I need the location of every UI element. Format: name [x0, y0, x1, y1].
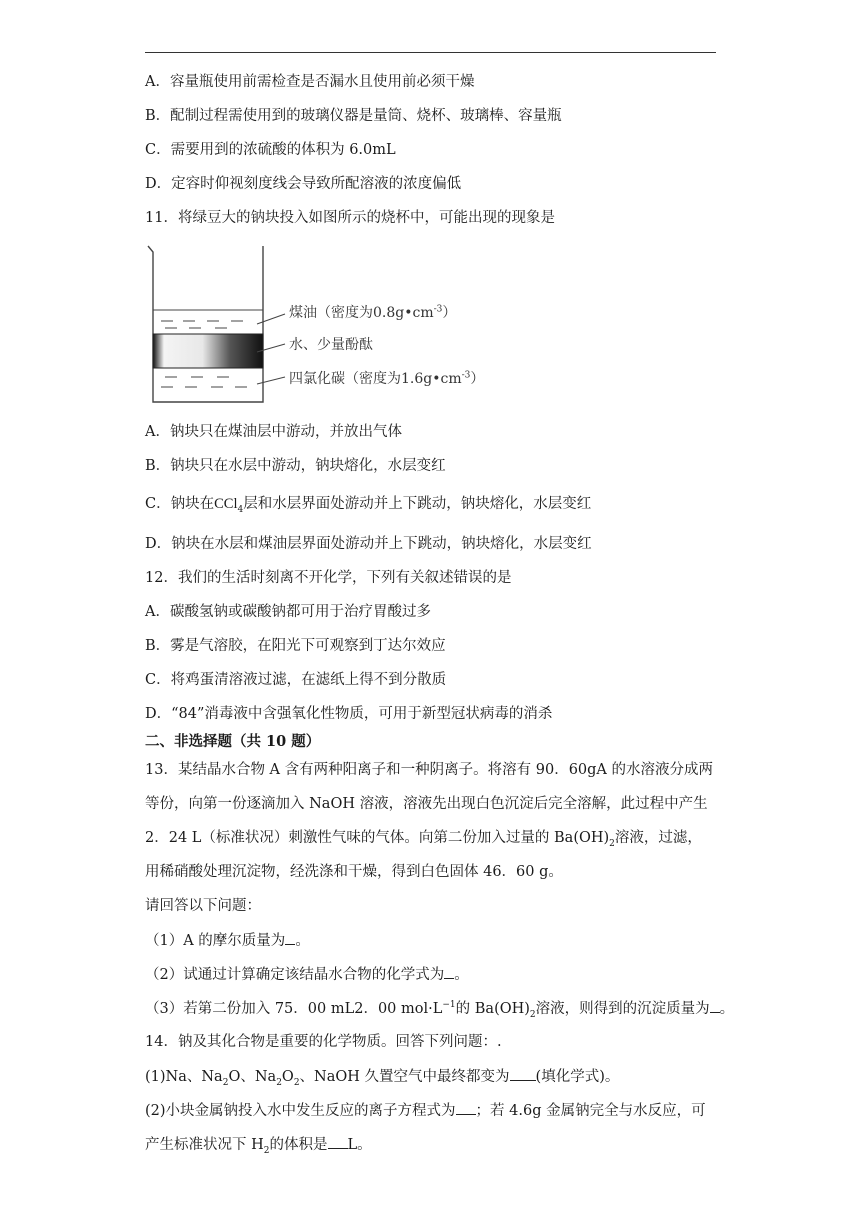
answer-blank[interactable] — [444, 964, 454, 979]
q14-part-1: (1)Na、$Na_2O$、$Na_2O_2$、NaOH 久置空气中最终都变为 (填化学式)。 — [145, 1066, 619, 1087]
q12-option-b: B．雾是气溶胶，在阳光下可观察到丁达尔效应 — [145, 638, 446, 654]
q12-stem: 12．我们的生活时刻离不开化学，下列有关叙述错误的是 — [145, 570, 512, 586]
q14-stem: 14．钠及其化合物是重要的化学物质。回答下列问题：. — [145, 1034, 502, 1050]
label-ccl4: 四氯化碳（密度为$1.6g•cm^{-3}$） — [289, 370, 485, 387]
answer-blank[interactable] — [510, 1066, 536, 1081]
q13-part-1: （1）A 的摩尔质量为 。 — [145, 930, 310, 951]
answer-blank[interactable] — [328, 1134, 348, 1149]
label-water: 水、少量酚酞 — [289, 337, 373, 353]
q13-line-3: 2．24 L（标准状况）刺激性气味的气体。向第二份加入过量的 $Ba(OH)_2$溶液，过滤， — [145, 830, 702, 849]
q11-option-a: A．钠块只在煤油层中游动，并放出气体 — [145, 424, 402, 440]
q10-option-d: D．定容时仰视刻度线会导致所配溶液的浓度偏低 — [145, 176, 462, 192]
q13-part-3: （3）若第二份加入 75．00 mL2．00 $mol\cdot L^{-1}$的 $Ba(OH)_2$溶液，则得到的沉淀质量为 。 — [145, 998, 734, 1019]
q10-option-b: B．配制过程需使用到的玻璃仪器是量筒、烧杯、玻璃棒、容量瓶 — [145, 108, 562, 124]
q11-option-b: B．钠块只在水层中游动，钠块熔化，水层变红 — [145, 458, 446, 474]
label-kerosene: 煤油（密度为$0.8g•cm^{-3}$） — [289, 304, 457, 321]
q11-option-d: D．钠块在水层和煤油层界面处游动并上下跳动，钠块熔化，水层变红 — [145, 536, 592, 552]
q10-option-c: C．需要用到的浓硫酸的体积为 6.0mL — [145, 142, 396, 158]
header-rule — [145, 52, 716, 53]
answer-blank[interactable] — [456, 1100, 476, 1115]
answer-blank[interactable] — [710, 998, 720, 1013]
q11-option-c: C．钠块在CCl$_4$层和水层界面处游动并上下跳动，钠块熔化，水层变红 — [145, 496, 592, 515]
q14-part-2: (2)小块金属钠投入水中发生反应的离子方程式为 ；若 4.6g 金属钠完全与水反应，可 — [145, 1100, 706, 1121]
q10-option-a: A．容量瓶使用前需检查是否漏水且使用前必须干燥 — [145, 74, 475, 90]
q11-stem: 11．将绿豆大的钠块投入如图所示的烧杯中，可能出现的现象是 — [145, 210, 555, 226]
section-heading: 二、非选择题（共 10 题） — [145, 733, 321, 750]
q14-part-3: 产生标准状况下 $H_2$的体积是 L。 — [145, 1134, 372, 1155]
q13-part-2: （2）试通过计算确定该结晶水合物的化学式为 。 — [145, 964, 469, 985]
q13-line-2: 等份，向第一份逐滴加入 NaOH 溶液，溶液先出现白色沉淀后完全溶解，此过程中产生 — [145, 796, 708, 812]
q12-option-d: D．“84”消毒液中含强氧化性物质，可用于新型冠状病毒的消杀 — [145, 706, 553, 722]
q12-option-c: C．将鸡蛋清溶液过滤，在滤纸上得不到分散质 — [145, 672, 447, 688]
q13-line-1: 13．某结晶水合物 A 含有两种阳离子和一种阴离子。将溶有 90．60gA 的水溶液分成两 — [145, 762, 714, 778]
answer-blank[interactable] — [285, 930, 295, 945]
q13-line-4: 用稀硝酸处理沉淀物，经洗涤和干燥，得到白色固体 46．60 g。 — [145, 864, 563, 880]
q13-prompt: 请回答以下问题： — [145, 898, 261, 914]
beaker-figure — [145, 244, 485, 404]
q12-option-a: A．碳酸氢钠或碳酸钠都可用于治疗胃酸过多 — [145, 604, 431, 620]
